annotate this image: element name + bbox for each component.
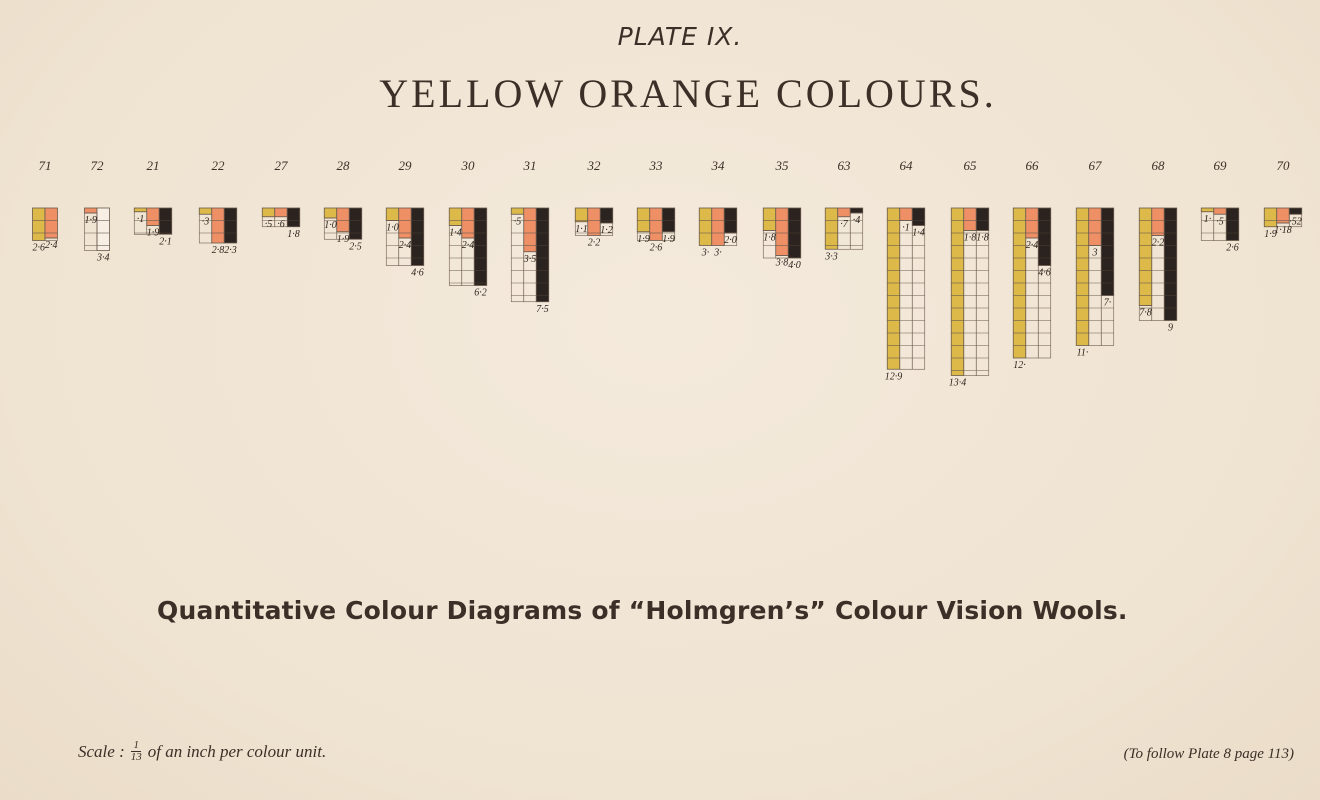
plate-number: PLATE IX. xyxy=(617,22,743,51)
diagram-column xyxy=(1264,158,1302,240)
colour-bar-yellow xyxy=(1264,208,1277,227)
value-label: 2·4 xyxy=(1025,240,1039,251)
column-label: 27 xyxy=(274,158,288,173)
colour-bar-orange xyxy=(147,208,160,226)
value-label: 1·9 xyxy=(1264,228,1277,240)
empty-grid xyxy=(511,214,524,302)
column-label: 22 xyxy=(211,158,225,173)
value-label: 12· xyxy=(1013,360,1026,371)
empty-grid xyxy=(1038,266,1051,359)
column-label: 64 xyxy=(899,158,913,173)
colour-bar-black xyxy=(850,208,863,213)
value-label: 2·5 xyxy=(349,241,362,253)
value-label: 2·2 xyxy=(1151,237,1165,249)
value-label: 1·8 xyxy=(976,232,989,244)
column-label: 29 xyxy=(398,158,412,173)
colour-bar-black xyxy=(912,208,925,226)
value-label: 2·6 xyxy=(649,242,663,254)
colour-bar-black xyxy=(349,208,362,239)
column-label: 63 xyxy=(837,158,851,173)
colour-bar-orange xyxy=(85,208,98,213)
colour-bar-orange xyxy=(1152,208,1165,236)
value-label: ·5 xyxy=(1216,216,1224,228)
empty-grid xyxy=(1026,238,1039,358)
value-label: 2·2 xyxy=(587,237,601,249)
colour-bar-orange xyxy=(838,208,851,217)
diagram-column xyxy=(386,158,424,279)
value-label: 11· xyxy=(1076,347,1089,359)
diagram-column xyxy=(763,158,801,271)
value-label: ·5 xyxy=(513,216,522,228)
colour-bar-yellow xyxy=(324,208,337,218)
colour-bar-yellow xyxy=(825,208,838,249)
colour-bar-yellow xyxy=(637,208,650,232)
value-label: 1·4 xyxy=(449,227,462,239)
diagram-column xyxy=(1201,158,1239,254)
value-label: 2·4 xyxy=(398,240,412,251)
value-label: 2·1 xyxy=(159,236,172,248)
diagram-column xyxy=(199,158,237,256)
empty-grid xyxy=(912,226,925,370)
colour-bar-orange xyxy=(462,208,475,238)
colour-bar-black xyxy=(411,208,424,266)
colour-bar-yellow xyxy=(887,208,900,369)
column-label: 70 xyxy=(1276,158,1290,173)
value-label: ·7 xyxy=(840,218,848,230)
value-label: 1·8 xyxy=(763,232,776,244)
follow-note: (To follow Plate 8 page 113) xyxy=(1123,746,1294,762)
colour-bar-yellow xyxy=(763,208,776,231)
colour-bar-yellow xyxy=(134,208,147,212)
value-label: 6·2 xyxy=(474,287,487,299)
colour-bar-yellow xyxy=(1076,208,1089,346)
diagram-column xyxy=(85,158,110,264)
value-label: 2·8 xyxy=(211,245,225,256)
colour-bar-black xyxy=(287,208,300,227)
column-label: 32 xyxy=(587,158,601,173)
colour-bar-yellow xyxy=(386,208,399,221)
colour-bar-orange xyxy=(1026,208,1039,238)
colour-bar-yellow xyxy=(951,208,964,376)
colour-bar-black xyxy=(976,208,989,231)
value-label: 3·5 xyxy=(523,253,537,265)
value-label: 1·2 xyxy=(600,225,613,236)
colour-bar-black xyxy=(600,208,613,223)
diagram-column xyxy=(699,158,737,259)
scale-prefix: Scale : xyxy=(78,741,125,761)
column-label: 28 xyxy=(336,158,350,173)
colour-bar-yellow xyxy=(575,208,588,222)
value-label: 2·4 xyxy=(461,240,475,251)
diagram-column xyxy=(949,158,989,389)
colour-bar-orange xyxy=(337,208,350,232)
value-label: ·4 xyxy=(852,215,861,226)
column-label: 30 xyxy=(461,158,475,173)
diagram-column xyxy=(1076,158,1114,359)
value-label: 7·5 xyxy=(536,303,549,315)
diagram-column xyxy=(575,158,613,249)
diagram-column xyxy=(885,158,925,382)
colour-bar-yellow xyxy=(1013,208,1026,358)
column-label: 34 xyxy=(711,158,725,173)
value-label: 12·9 xyxy=(884,371,903,383)
colour-bar-black xyxy=(536,208,549,302)
empty-grid xyxy=(900,221,913,370)
colour-bar-black xyxy=(724,208,737,233)
value-label: 2·0 xyxy=(724,235,737,246)
colour-bar-black xyxy=(1038,208,1051,266)
value-label: 4·6 xyxy=(411,267,424,279)
value-label: 4·6 xyxy=(1038,267,1051,279)
value-label: 1· xyxy=(1203,213,1212,225)
value-label: 2·6 xyxy=(32,242,45,254)
colour-bar-yellow xyxy=(1139,208,1152,306)
value-label: 9 xyxy=(1168,322,1173,334)
colour-bar-black xyxy=(788,208,801,258)
colour-bar-black xyxy=(662,208,675,232)
value-label: ·3 xyxy=(201,216,210,228)
value-label: ·1 xyxy=(902,222,910,234)
value-label: 1·0 xyxy=(386,222,399,234)
diagram-column xyxy=(449,158,487,299)
value-label: 7·8 xyxy=(1139,307,1152,319)
colour-bar-orange xyxy=(776,208,789,256)
diagram-column xyxy=(1013,158,1051,371)
colour-bar-black xyxy=(159,208,172,234)
value-label: 1·9 xyxy=(84,215,97,226)
colour-bar-yellow xyxy=(449,208,462,226)
value-label: 2·6 xyxy=(1226,242,1239,254)
diagram-column xyxy=(511,158,549,315)
colour-bar-orange xyxy=(900,208,913,221)
empty-grid xyxy=(976,231,989,376)
colour-bar-orange xyxy=(1277,208,1290,223)
value-label: 7· xyxy=(1103,297,1112,309)
colour-bar-orange xyxy=(524,208,537,252)
value-label: 1·4 xyxy=(912,227,925,239)
column-label: 71 xyxy=(38,158,52,173)
value-label: 3 xyxy=(1092,247,1098,259)
scale-fraction-numerator: 1 xyxy=(133,739,139,751)
colour-bar-orange xyxy=(1214,208,1227,214)
colour-bar-yellow xyxy=(511,208,524,214)
value-label: ·52 xyxy=(1289,216,1302,228)
value-label: 4·0 xyxy=(788,260,801,271)
colour-bar-yellow xyxy=(699,208,712,246)
scale-fraction xyxy=(131,740,142,763)
value-label: 1·9 xyxy=(637,233,650,245)
colour-bar-yellow xyxy=(262,208,275,217)
colour-bar-orange xyxy=(712,208,725,246)
colour-bar-black xyxy=(1226,208,1239,241)
value-label: 3·4 xyxy=(97,252,110,264)
diagram-column xyxy=(134,158,172,247)
colour-bar-yellow xyxy=(33,208,46,241)
value-label: 2·4 xyxy=(45,240,58,251)
colour-bar-black xyxy=(1101,208,1114,296)
value-label: 1·1 xyxy=(575,223,588,235)
column-label: 72 xyxy=(90,158,104,173)
diagram-column xyxy=(262,158,300,240)
value-label: 1·0 xyxy=(324,220,337,231)
value-label: 3·8 xyxy=(775,257,789,269)
empty-grid xyxy=(964,231,977,376)
colour-bar-black xyxy=(1289,208,1302,214)
colour-bar-black xyxy=(474,208,487,286)
colour-bar-orange xyxy=(212,208,225,243)
diagram-column xyxy=(637,158,675,254)
value-label: 13·4 xyxy=(948,377,967,389)
value-label: ·5 xyxy=(264,218,273,230)
colour-bar-yellow xyxy=(1201,208,1214,212)
value-label: 1·8 xyxy=(963,232,977,244)
value-label: 3· xyxy=(701,247,710,259)
empty-grid xyxy=(1089,246,1102,346)
colour-bar-orange xyxy=(650,208,663,241)
value-label: 1·9 xyxy=(336,233,350,245)
colour-bar-white xyxy=(97,208,110,251)
caption: Quantitative Colour Diagrams of “Holmgren’s” Colour Vision Wools. xyxy=(157,596,1128,625)
column-label: 33 xyxy=(649,158,663,173)
value-label: 1·9 xyxy=(662,233,675,245)
plate-title: YELLOW ORANGE COLOURS. xyxy=(379,71,997,116)
value-label: ·1 xyxy=(136,213,145,225)
value-label: 1·9 xyxy=(146,227,160,239)
colour-bar-orange xyxy=(588,208,601,236)
scale-suffix: of an inch per colour unit. xyxy=(147,741,327,761)
colour-bar-orange xyxy=(45,208,58,238)
diagram-column xyxy=(324,158,362,252)
colour-bar-orange xyxy=(275,208,288,217)
diagram-column xyxy=(1139,158,1177,334)
value-label: 3·3 xyxy=(825,251,838,263)
scale-note xyxy=(78,740,326,763)
colour-bar-yellow xyxy=(199,208,212,214)
column-label: 66 xyxy=(1025,158,1039,173)
scale-fraction-denominator: 13 xyxy=(130,751,142,763)
diagram-column xyxy=(33,158,58,254)
value-label: ·6 xyxy=(277,218,285,230)
value-label: 3· xyxy=(714,247,722,259)
column-label: 67 xyxy=(1088,158,1102,173)
colour-bar-orange xyxy=(399,208,412,238)
colour-bar-black xyxy=(224,208,237,243)
colour-bar-orange xyxy=(964,208,977,231)
column-label: 69 xyxy=(1213,158,1227,173)
diagram-column xyxy=(824,158,863,262)
column-label: 68 xyxy=(1151,158,1165,173)
column-label: 35 xyxy=(775,158,789,173)
value-label: 1·18 xyxy=(1274,225,1292,236)
column-label: 31 xyxy=(523,158,537,173)
value-label: 1·8 xyxy=(287,228,300,240)
colour-bar-orange xyxy=(1089,208,1102,246)
colour-bar-black xyxy=(1164,208,1177,321)
column-label: 65 xyxy=(963,158,977,173)
value-label: 2·3 xyxy=(224,245,237,256)
column-label: 21 xyxy=(146,158,160,173)
